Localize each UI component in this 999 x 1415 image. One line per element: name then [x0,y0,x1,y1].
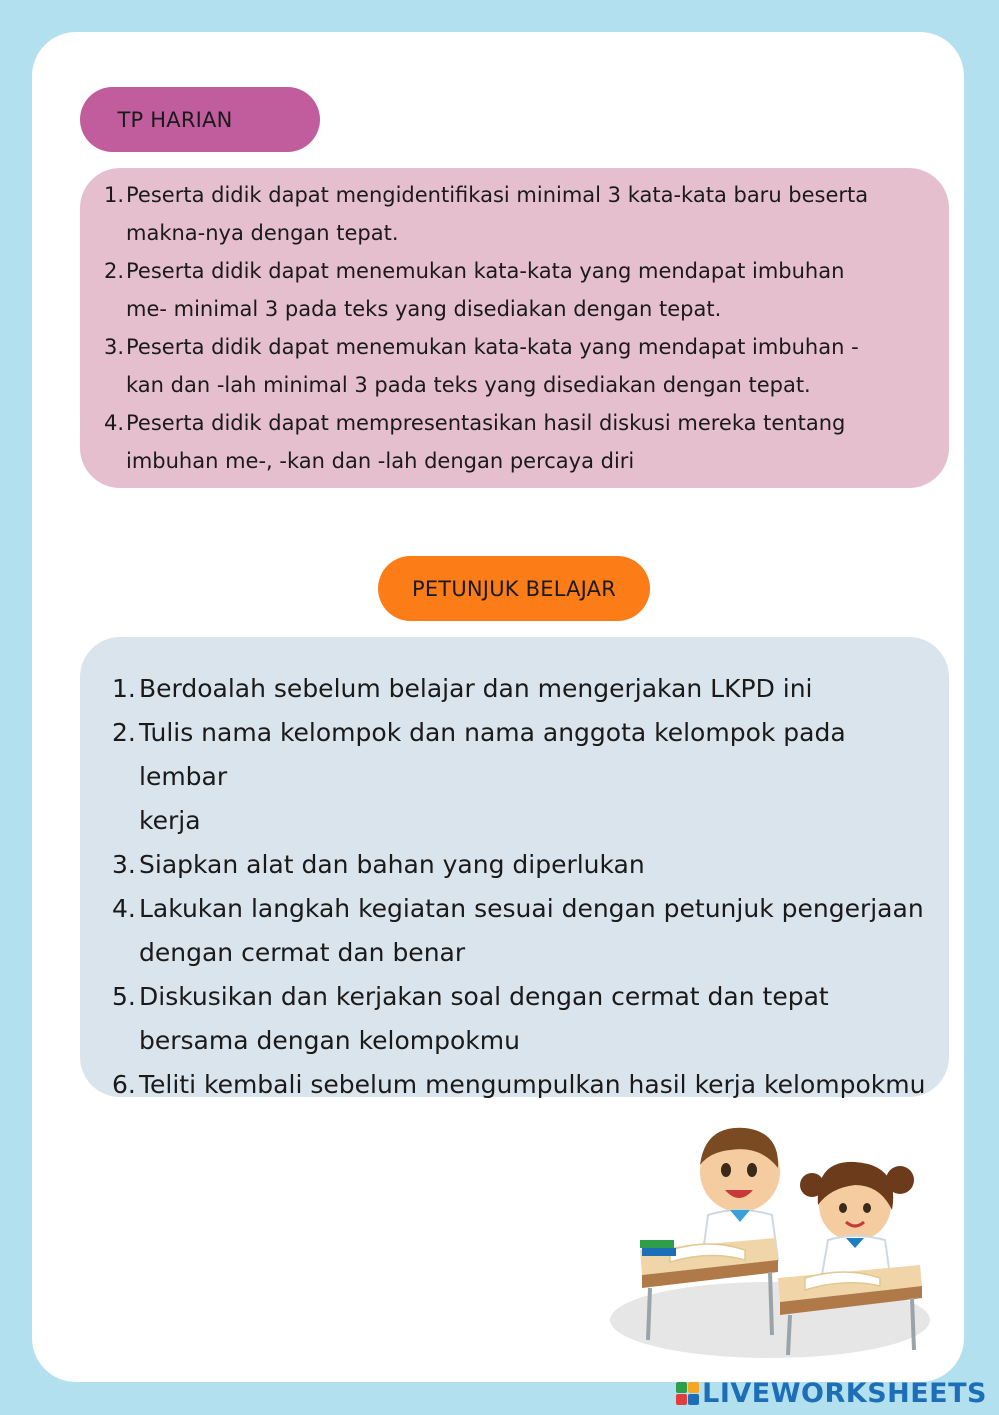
pb-item: 5. Diskusikan dan kerjakan soal dengan cermat dan tepat bersama dengan kelompokmu [112,982,829,1055]
pb-item: 1. Berdoalah sebelum belajar dan mengerjakan LKPD ini [112,674,813,703]
petunjuk-belajar-box [80,637,949,1097]
liveworksheets-logo-icon [676,1382,699,1405]
logo-square [688,1394,699,1405]
logo-square [676,1394,687,1405]
logo-square [676,1382,687,1393]
tp-item: 3. Peserta didik dapat menemukan kata-kata yang mendapat imbuhan - kan dan -lah minimal 3 pada teks yang disediakan dengan tepat. [104,335,859,397]
tp-harian-heading [80,87,320,152]
tp-item: 1. Peserta didik dapat mengidentifikasi minimal 3 kata-kata baru beserta makna-nya dengan tepat. [104,183,869,245]
pb-item: 3. Siapkan alat dan bahan yang diperlukan [112,850,645,879]
pb-item: 2. Tulis nama kelompok dan nama anggota kelompok pada lembar kerja [112,718,846,835]
tp-item: 2. Peserta didik dapat menemukan kata-kata yang mendapat imbuhan me- minimal 3 pada teks yang disediakan dengan tepat. [104,259,845,321]
logo-square [688,1382,699,1393]
petunjuk-belajar-title: PETUNJUK BELAJAR [411,576,617,601]
tp-harian-box [80,168,949,488]
petunjuk-belajar-list [112,667,939,1107]
tp-item: 4. Peserta didik dapat mempresentasikan hasil diskusi mereka tentang imbuhan me-, -kan dan -lah dengan percaya diri [104,411,846,473]
pb-item: 6. Teliti kembali sebelum mengumpulkan hasil kerja kelompokmu [112,1070,926,1099]
girl-figure [800,1162,914,1275]
tp-harian-title: TP HARIAN [117,107,233,132]
petunjuk-belajar-heading [378,556,650,621]
brand-text: LIVEWORKSHEETS [702,1378,987,1409]
pb-item: 4. Lakukan langkah kegiatan sesuai dengan petunjuk pengerjaan dengan cermat dan benar [112,894,924,967]
liveworksheets-brand [676,1378,987,1409]
tp-harian-list [104,176,929,480]
students-illustration [600,1110,960,1360]
